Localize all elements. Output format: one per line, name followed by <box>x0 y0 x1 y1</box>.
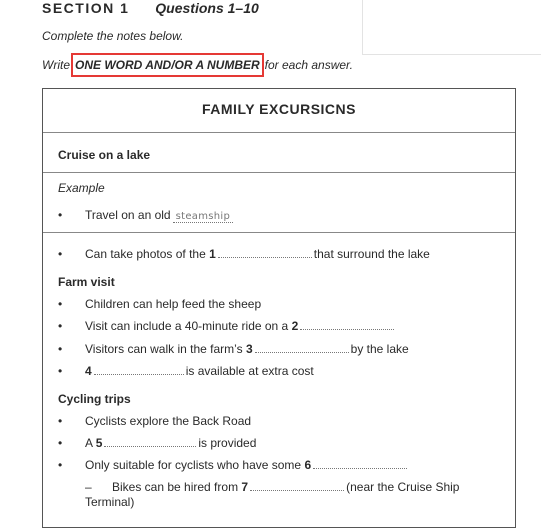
question-number: 7 <box>241 480 249 494</box>
question-1 <box>58 247 430 261</box>
question-text: Bikes can be hired from <box>112 480 239 494</box>
bullet: • <box>58 247 63 261</box>
question-3 <box>58 342 409 356</box>
bullet: • <box>58 208 63 222</box>
bullet: • <box>58 458 63 472</box>
question-6 <box>58 458 409 472</box>
question-number: 2 <box>291 319 299 333</box>
question-text: is provided <box>198 436 257 450</box>
question-4 <box>58 364 314 378</box>
bullet: • <box>58 297 63 311</box>
dash: – <box>85 480 92 494</box>
heading-cruise: Cruise on a lake <box>58 148 151 162</box>
item-text: Children can help feed the sheep <box>85 297 262 311</box>
divider-example-top <box>43 172 515 173</box>
example-answer: steamship <box>173 211 234 223</box>
answer-blank-5[interactable] <box>104 437 196 447</box>
question-number: 6 <box>304 458 312 472</box>
bullet: • <box>58 319 63 333</box>
answer-blank-7[interactable] <box>250 481 344 491</box>
instruction-line-2 <box>42 53 353 77</box>
question-number: 4 <box>85 364 92 378</box>
instruction-write: Write <box>42 58 70 72</box>
question-text: (near the Cruise Ship Terminal) <box>85 480 460 509</box>
question-5 <box>58 436 256 450</box>
question-text: Visitors can walk in the farm’s <box>85 342 243 356</box>
question-text: Can take photos of the <box>85 247 206 261</box>
question-text: Only suitable for cyclists who have some <box>85 458 302 472</box>
instruction-line-1: Complete the notes below. <box>42 29 184 43</box>
farm-item-1 <box>58 297 261 311</box>
answer-blank-4[interactable] <box>94 365 184 375</box>
bullet: • <box>58 342 63 356</box>
answer-blank-6[interactable] <box>313 459 407 469</box>
example-item <box>58 208 233 223</box>
question-text: is available at extra cost <box>185 364 314 378</box>
section-label: SECTION 1 <box>42 0 130 16</box>
notes-box <box>42 88 516 528</box>
question-number: 5 <box>95 436 103 450</box>
heading-farm: Farm visit <box>58 275 115 289</box>
bullet: • <box>58 414 63 428</box>
question-text: A <box>85 436 93 450</box>
item-text: Cyclists explore the Back Road <box>85 414 252 428</box>
question-number: 1 <box>209 247 216 261</box>
instruction-for-each: for each answer. <box>264 58 353 72</box>
example-text: Travel on an old <box>85 208 171 222</box>
questions-label: Questions 1–10 <box>155 0 259 16</box>
divider-example-bottom <box>43 232 515 233</box>
word-limit-highlight: ONE WORD AND/OR A NUMBER <box>71 53 264 77</box>
question-7 <box>85 480 495 510</box>
corner-panel <box>362 0 541 55</box>
heading-cycling: Cycling trips <box>58 392 131 406</box>
answer-blank-2[interactable] <box>300 320 394 330</box>
question-text: Visit can include a 40-minute ride on a <box>85 319 289 333</box>
divider-top <box>43 132 515 133</box>
notes-title: FAMILY EXCURSICNS <box>202 101 356 117</box>
question-text: by the lake <box>350 342 409 356</box>
answer-blank-1[interactable] <box>218 248 312 258</box>
example-label: Example <box>58 181 105 195</box>
question-number: 3 <box>245 342 253 356</box>
question-text: that surround the lake <box>313 247 430 261</box>
cycling-item-1 <box>58 414 251 428</box>
section-header <box>42 0 259 16</box>
answer-blank-3[interactable] <box>255 343 349 353</box>
question-2 <box>58 319 396 333</box>
bullet: • <box>58 436 63 450</box>
bullet: • <box>58 364 63 378</box>
